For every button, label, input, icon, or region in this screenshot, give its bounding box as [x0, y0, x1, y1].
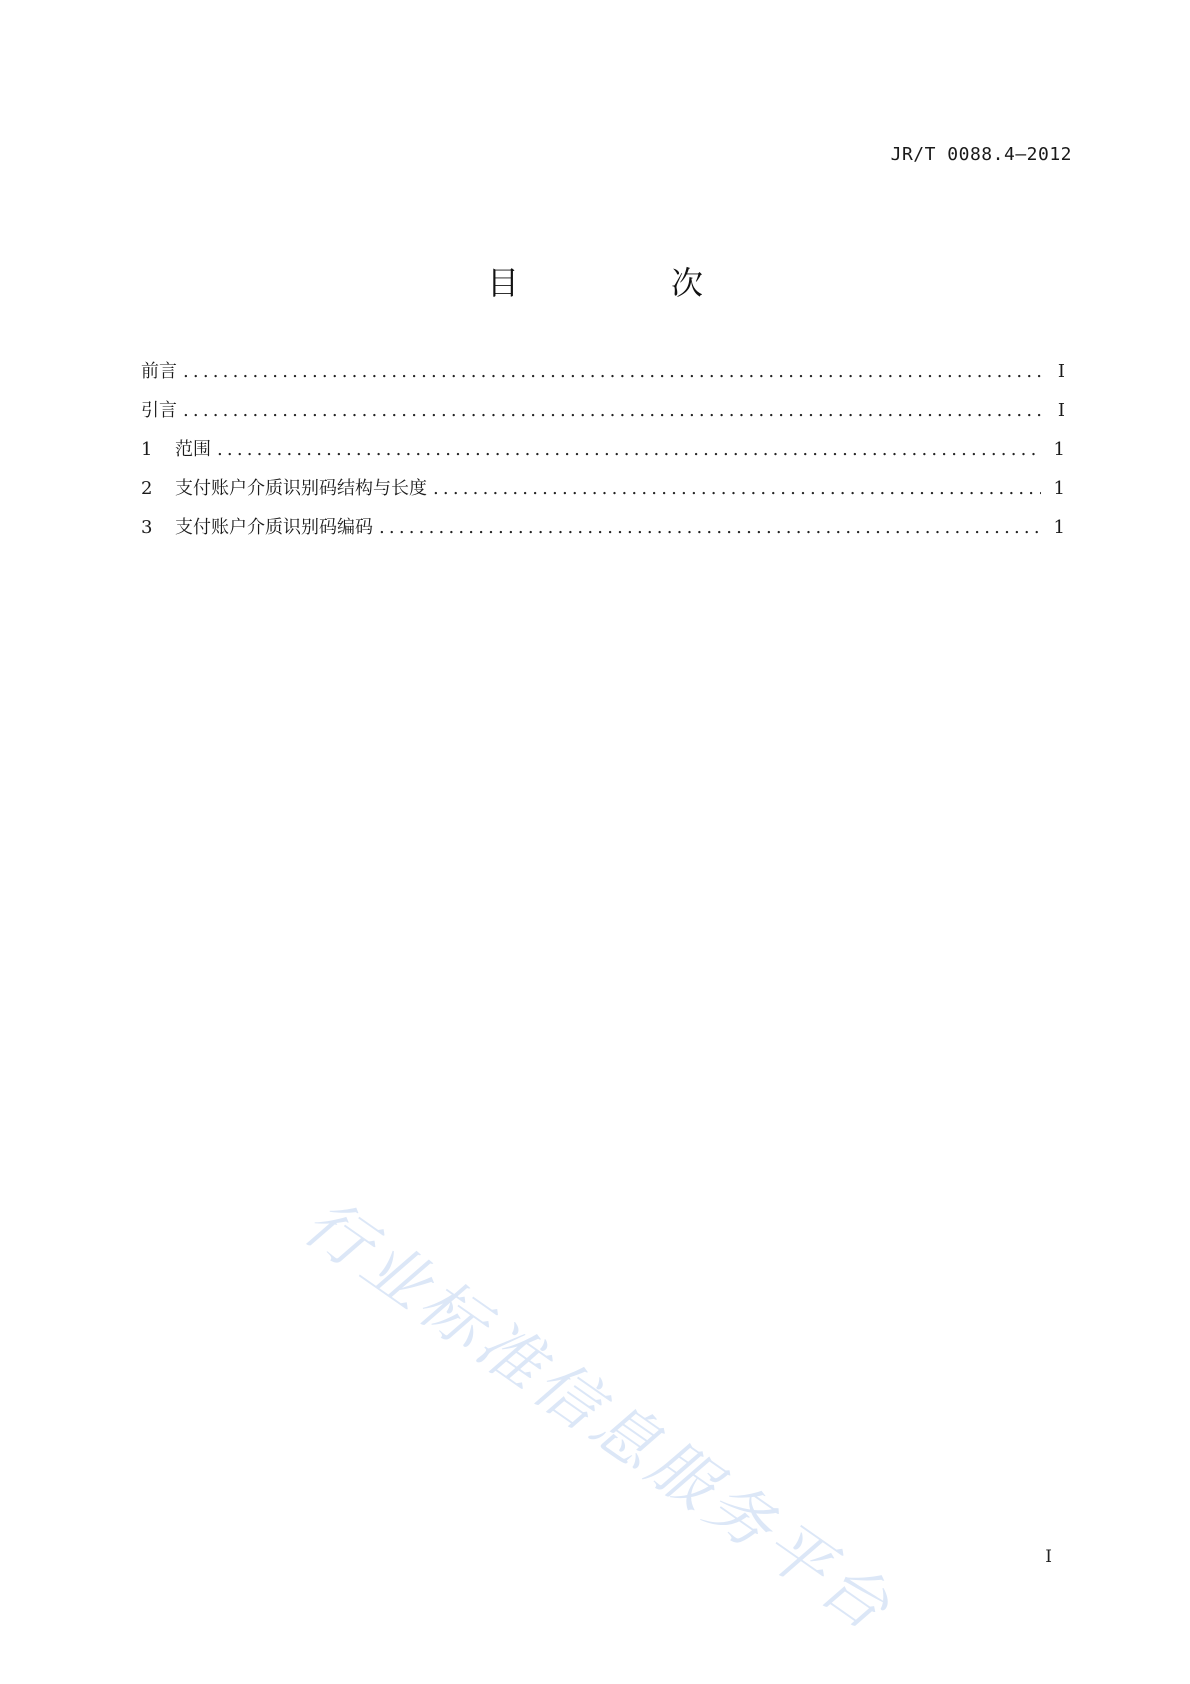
toc-entry-encoding[interactable] — [141, 513, 1065, 552]
toc-leader-dots — [183, 400, 1041, 421]
toc-entry-number: 1 — [141, 439, 153, 460]
toc-leader-dots — [379, 517, 1041, 538]
toc-entry-label: 前言 — [141, 361, 177, 382]
toc-entry-page: I — [1057, 361, 1065, 382]
toc-entry-structure-length[interactable] — [141, 474, 1065, 513]
document-code: JR/T 0088.4—2012 — [890, 144, 1072, 165]
toc-entry-label: 支付账户介质识别码编码 — [175, 517, 373, 538]
toc-entry-label: 范围 — [175, 439, 211, 460]
page-number: I — [1045, 1547, 1052, 1567]
watermark: 行业标准信息服务平台 — [290, 1185, 907, 1648]
toc-entry-page: 1 — [1053, 439, 1065, 460]
toc-leader-dots — [183, 361, 1041, 382]
toc-leader-dots — [433, 478, 1041, 499]
toc-leader-dots — [217, 439, 1041, 460]
toc-entry-scope[interactable] — [141, 435, 1065, 474]
toc-entry-label: 支付账户介质识别码结构与长度 — [175, 478, 427, 499]
toc-entry-number: 3 — [141, 517, 153, 538]
toc-entry-page: 1 — [1053, 517, 1065, 538]
toc-entry-page: I — [1057, 400, 1065, 421]
toc-entry-number: 2 — [141, 478, 153, 499]
table-of-contents — [141, 357, 1065, 552]
toc-entry-introduction[interactable] — [141, 396, 1065, 435]
toc-title: 目 次 — [486, 264, 763, 302]
toc-entry-page: 1 — [1053, 478, 1065, 499]
toc-entry-foreword[interactable] — [141, 357, 1065, 396]
toc-entry-label: 引言 — [141, 400, 177, 421]
